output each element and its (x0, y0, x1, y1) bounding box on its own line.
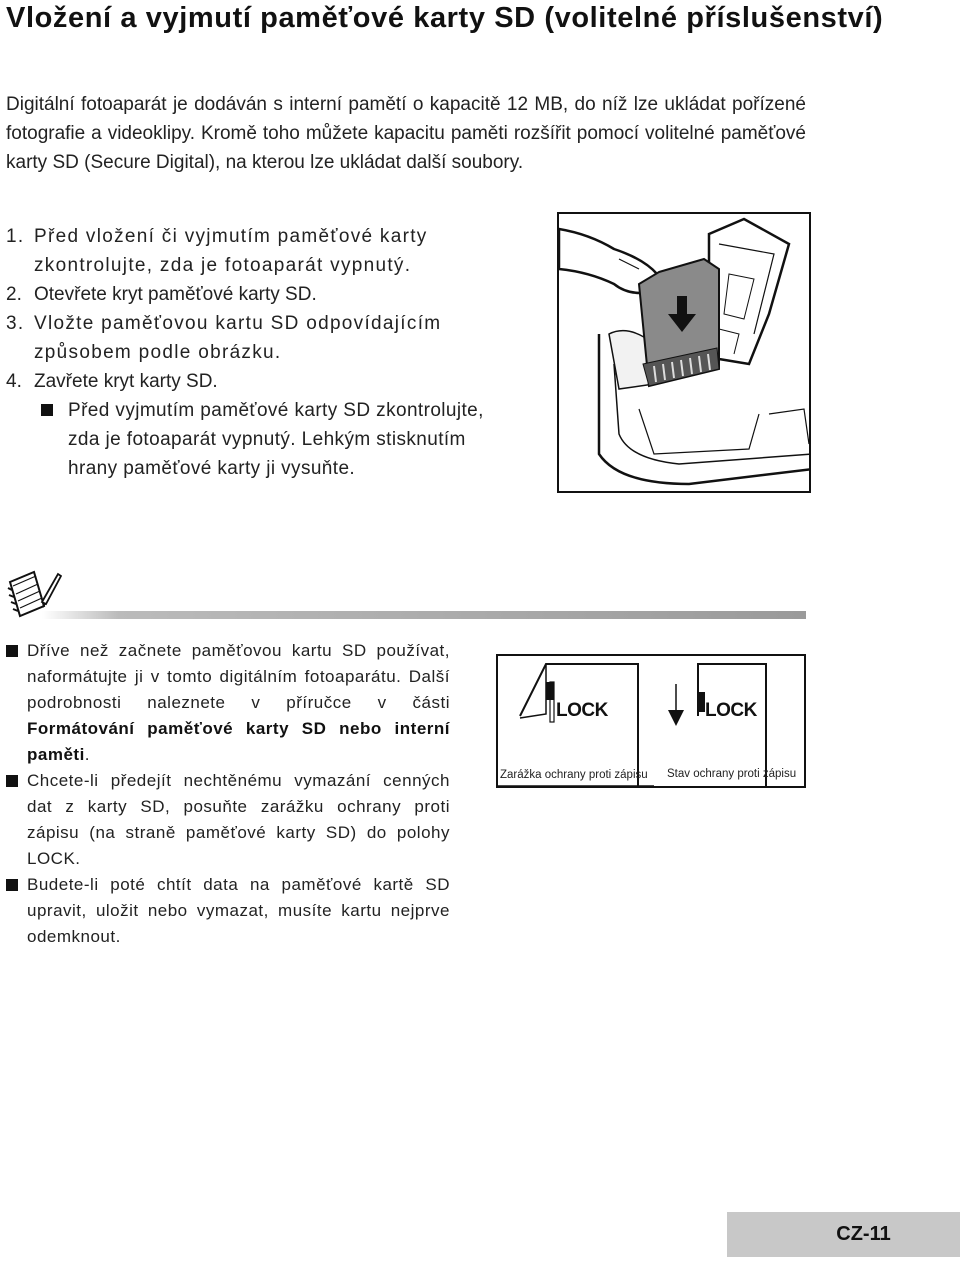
step-number: 3. (6, 313, 25, 334)
step-number: 1. (6, 226, 25, 247)
bullet-square-icon (6, 879, 18, 891)
note-text-end: . (84, 745, 91, 764)
step-text: Před vložení či vyjmutím paměťové karty zkontrolujte, zda je fotoaparát vypnutý. (34, 226, 428, 276)
step-note-text: Před vyjmutím paměťové karty SD zkontrolujte, zda je fotoaparát vypnutý. Lehkým stisknutím hrany paměťové karty ji vysuňte. (68, 400, 484, 479)
note-item (6, 768, 450, 872)
note-item (6, 638, 450, 768)
step-text: Otevřete kryt paměťové karty SD. (34, 284, 317, 305)
notes-divider (42, 611, 806, 619)
step-number: 4. (6, 371, 22, 392)
step-item (6, 280, 516, 309)
caption-write-protect-state: Stav ochrany proti zápisu (667, 768, 797, 780)
bullet-square-icon (41, 404, 53, 416)
write-protect-lock-illustration (496, 654, 806, 788)
caption-write-protect-tab: Zarážka ochrany proti zápisu (500, 769, 648, 781)
step-text: Zavřete kryt karty SD. (34, 371, 218, 392)
note-text: Budete-li poté chtít data na paměťové kartě SD upravit, uložit nebo vymazat, musíte kartu nejprve odemknout. (27, 875, 450, 946)
step-item (6, 222, 516, 280)
intro-paragraph: Digitální fotoaparát je dodáván s interní pamětí o kapacitě 12 MB, do níž lze ukládat pořízené fotografie a videoklipy. Kromě toho můžete kapacitu paměti rozšířit pomocí volitelné paměťové karty SD (Secure Digital), na kterou lze ukládat další soubory. (6, 94, 806, 173)
bullet-square-icon (6, 645, 18, 657)
step-number: 2. (6, 284, 22, 305)
note-text: Dříve než začnete paměťovou kartu SD používat, naformátujte ji v tomto digitálním fotoaparátu. Další podrobnosti naleznete v příručce v části (27, 641, 450, 712)
bullet-square-icon (6, 775, 18, 787)
step-note (6, 396, 516, 483)
lock-label-left: LOCK (556, 700, 608, 721)
lock-label-right: LOCK (705, 700, 757, 721)
sd-card-insertion-illustration (557, 212, 811, 493)
notes-list (6, 638, 450, 950)
camera-sd-slot-drawing (559, 214, 811, 493)
page-number: CZ-11 (727, 1212, 960, 1257)
steps-list (6, 222, 516, 483)
step-item (6, 309, 516, 367)
note-bold-reference: Formátování paměťové karty SD nebo interní paměti (27, 719, 450, 764)
step-item (6, 367, 516, 396)
note-text: Chcete-li předejít nechtěnému vymazání cenných dat z karty SD, posuňte zarážku ochrany proti zápisu (na straně paměťové karty SD) do polohy LOCK. (27, 771, 450, 868)
step-text: Vložte paměťovou kartu SD odpovídajícím způsobem podle obrázku. (34, 313, 442, 363)
note-item (6, 872, 450, 950)
page-title: Vložení a vyjmutí paměťové karty SD (volitelné příslušenství) (6, 2, 884, 34)
